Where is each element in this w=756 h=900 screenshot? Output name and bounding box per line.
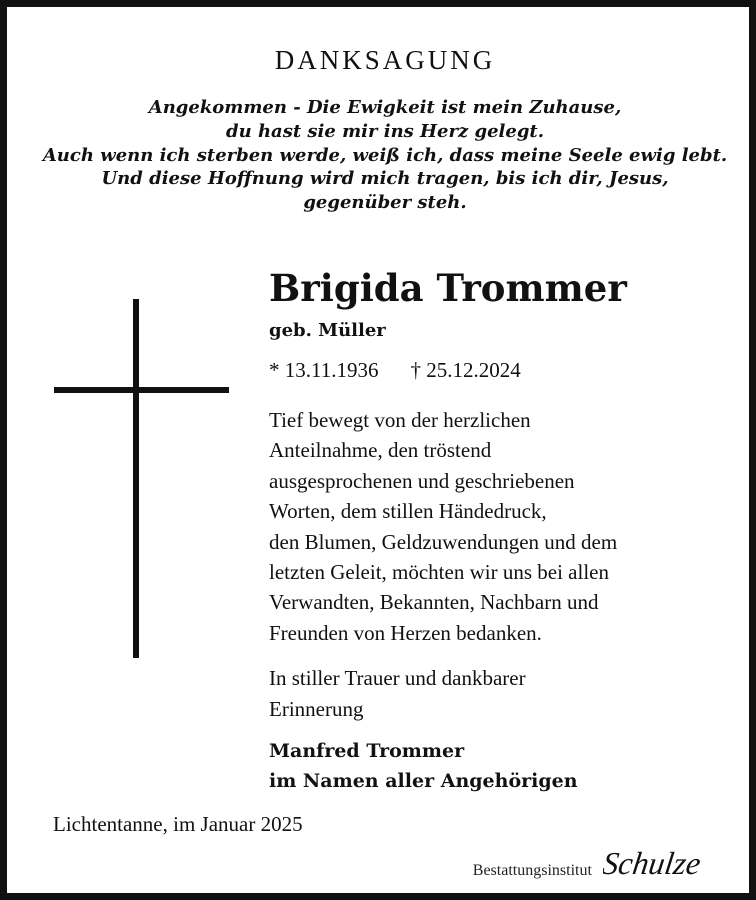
svg-text:Schulze: Schulze bbox=[603, 847, 703, 881]
signer-name: Manfred Trommer bbox=[269, 740, 465, 762]
life-dates bbox=[269, 356, 521, 384]
verse-line: Angekommen - Die Ewigkeit ist mein Zuhause, bbox=[148, 97, 622, 118]
mourning-text bbox=[269, 663, 526, 725]
death-date: † 25.12.2024 bbox=[410, 358, 521, 382]
verse-line: gegenüber steh. bbox=[303, 192, 467, 214]
notice-heading: DANKSAGUNG bbox=[274, 45, 496, 75]
thanks-line: Worten, dem stillen Händedruck, bbox=[269, 499, 547, 524]
thanks-line: Tief bewegt von der herzlichen bbox=[269, 408, 531, 432]
signer-on-behalf: im Namen aller Angehörigen bbox=[269, 770, 578, 792]
maiden-name: geb. Müller bbox=[269, 320, 386, 341]
mourning-line: Erinnerung bbox=[269, 697, 364, 721]
funeral-home-credit bbox=[473, 847, 721, 885]
place-and-date: Lichtentanne, im Januar 2025 bbox=[53, 812, 303, 836]
cross-horizontal-beam bbox=[54, 387, 229, 393]
verse-line: du hast sie mir ins Herz gelegt. bbox=[226, 120, 544, 142]
memorial-verse bbox=[27, 96, 743, 215]
funeral-home-logo bbox=[603, 847, 721, 885]
thanks-line: letzten Geleit, möchten wir uns bei allen bbox=[269, 560, 609, 585]
thanks-line: Anteilnahme, den tröstend bbox=[269, 438, 492, 463]
verse-line: Und diese Hoffnung wird mich tragen, bis ich dir, Jesus, bbox=[101, 168, 669, 190]
thanks-line: ausgesprochenen und geschriebenen bbox=[269, 468, 575, 493]
mourning-line: In stiller Trauer und dankbarer bbox=[269, 666, 526, 690]
verse-line: Auch wenn ich sterben werde, weiß ich, dass meine Seele ewig lebt. bbox=[42, 144, 728, 166]
thanks-line: Freunden von Herzen bedanken. bbox=[269, 620, 542, 645]
funeral-home-label: Bestattungsinstitut bbox=[472, 862, 592, 879]
thanks-line: den Blumen, Geldzuwendungen und dem bbox=[269, 529, 618, 554]
cross-vertical-beam bbox=[133, 299, 139, 658]
thanks-text bbox=[269, 405, 739, 648]
thanks-line: Verwandten, Bekannten, Nachbarn und bbox=[269, 590, 599, 615]
birth-date: * 13.11.1936 bbox=[269, 358, 379, 382]
signer-block bbox=[269, 736, 578, 796]
deceased-name: Brigida Trommer bbox=[269, 266, 627, 310]
